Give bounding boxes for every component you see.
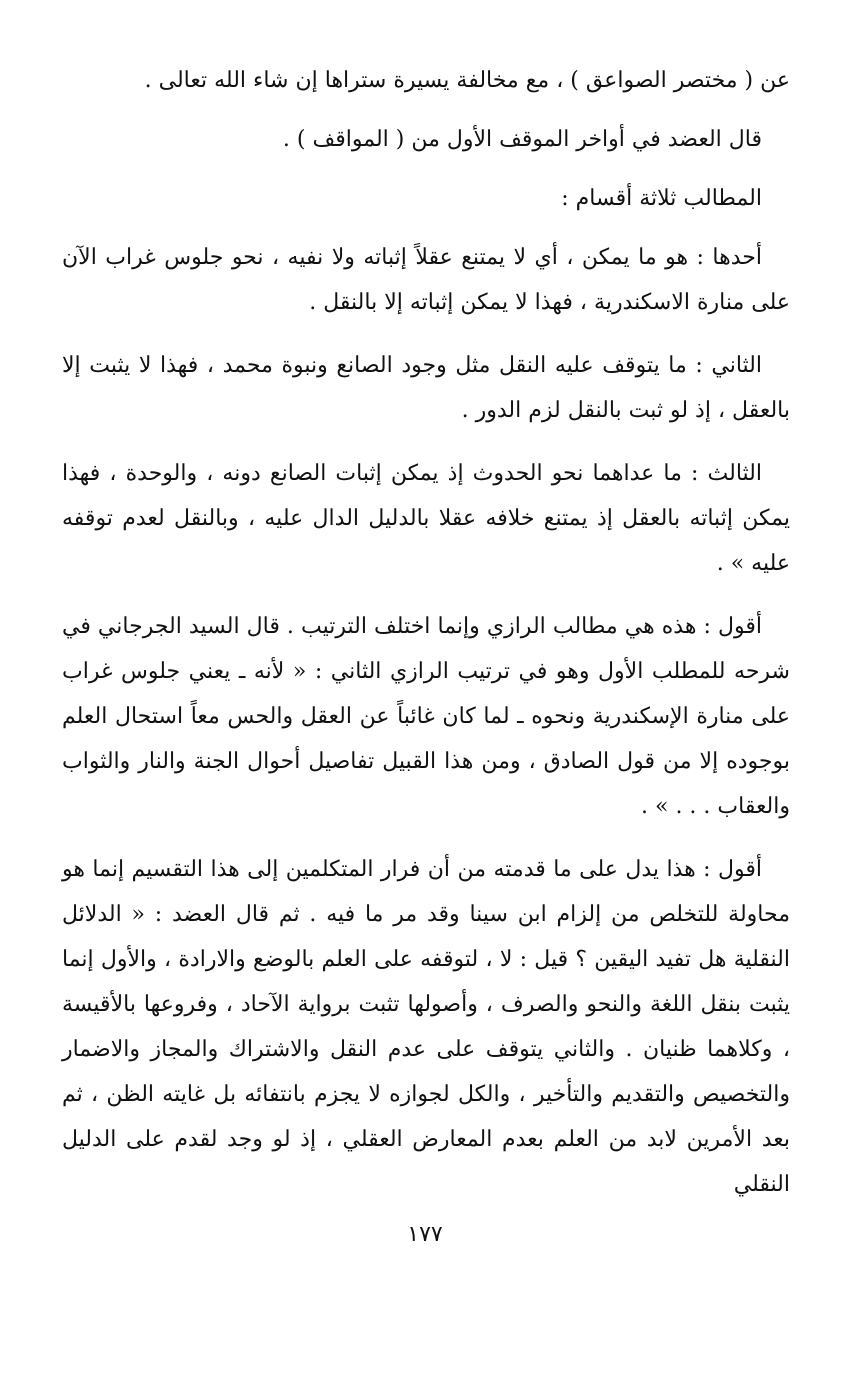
paragraph-commentary-jurjani: أقول : هذه هي مطالب الرازي وإنما اختلف الترتيب . قال السيد الجرجاني في شرحه للمطلب الأول وهو في ترتيب الرازي الثاني : « لأنه ـ يعني جلوس غراب على منارة الإسكندرية ونحوه ـ لما كان غائباً عن العقل والحس معاً استحال العلم بوجوده إلا من قول الصادق ، ومن هذا القبيل تفاصيل أحوال الجنة والنار والثواب والعقاب . . . » . (62, 614, 790, 819)
paragraph-commentary-certainty: أقول : هذا يدل على ما قدمته من أن فرار المتكلمين إلى هذا التقسيم إنما هو محاولة للتخلص من إلزام ابن سينا وقد مر ما فيه . ثم قال العضد : « الدلائل النقلية هل تفيد اليقين ؟ قيل : لا ، لتوقفه على العلم بالوضع والارادة ، والأول إنما يثبت بنقل اللغة والنحو والصرف ، وأصولها تثبت برواية الآحاد ، وفروعها بالأقيسة ، وكلاهما ظنيان . والثاني يتوقف على عدم النقل والاشتراك والمجاز والاضمار والتخصيص والتقديم والتأخير ، والكل لجوازه لا يجزم بانتفائه بل غايته الظن ، ثم بعد الأمرين لابد من العلم بعدم المعارض العقلي ، إذ لو وجد لقدم على الدليل النقلي (62, 857, 790, 1197)
paragraph-first: أحدها : هو ما يمكن ، أي لا يمتنع عقلاً إثباته ولا نفيه ، نحو جلوس غراب الآن على منارة الاسكندرية ، فهذا لا يمكن إثباته إلا بالنقل . (62, 245, 790, 315)
page-number: ١٧٧ (407, 1222, 443, 1247)
paragraph-second: الثاني : ما يتوقف عليه النقل مثل وجود الصانع ونبوة محمد ، فهذا لا يثبت إلا بالعقل ، إذ لو ثبت بالنقل لزم الدور . (62, 353, 790, 423)
paragraph-adud-quote: قال العضد في أواخر الموقف الأول من ( المواقف ) . (282, 127, 762, 152)
page-body (62, 58, 790, 1225)
paragraph-three-sections: المطالب ثلاثة أقسام : (561, 186, 762, 211)
paragraph-third: الثالث : ما عداهما نحو الحدوث إذ يمكن إثبات الصانع دونه ، والوحدة ، فهذا يمكن إثباته بالعقل إذ يمتنع خلافه عقلا بالدليل الدال عليه ، وبالنقل لعدم توقفه عليه » . (62, 461, 790, 576)
paragraph-intro: عن ( مختصر الصواعق ) ، مع مخالفة يسيرة ستراها إن شاء الله تعالى . (144, 68, 790, 93)
